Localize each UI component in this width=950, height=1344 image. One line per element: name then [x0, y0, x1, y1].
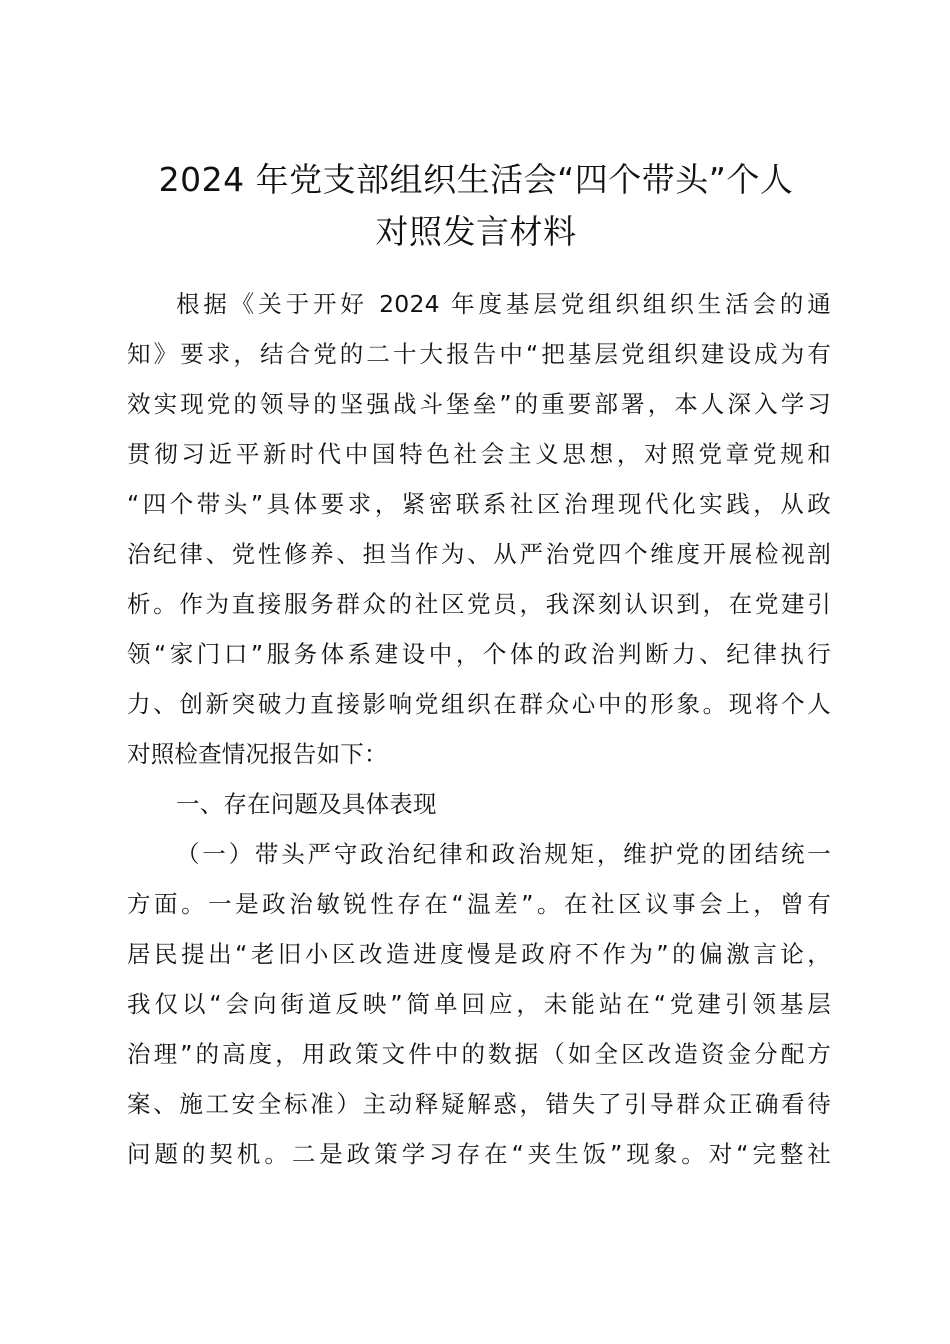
document-title-line-1: 2024 年党支部组织生活会“四个带头”个人 [158, 160, 794, 199]
paragraph-line: “四个带头”具体要求，紧密联系社区治理现代化实践，从政 [127, 490, 831, 518]
paragraph-line: 问题的契机。二是政策学习存在“夹生饭”现象。对“完整社 [127, 1140, 831, 1168]
paragraph-line: （一）带头严守政治纪律和政治规矩，维护党的团结统一 [176, 840, 831, 868]
paragraph-line: 力、创新突破力直接影响党组织在群众心中的形象。现将个人 [127, 690, 831, 718]
paragraph-line: 方面。一是政治敏锐性存在“温差”。在社区议事会上，曾有 [127, 890, 831, 918]
paragraph-line: 我仅以“会向街道反映”简单回应，未能站在“党建引领基层 [127, 990, 831, 1018]
paragraph-line: 领“家门口”服务体系建设中，个体的政治判断力、纪律执行 [127, 640, 831, 668]
paragraph-line: 根据《关于开好 2024 年度基层党组织组织生活会的通 [176, 290, 831, 318]
paragraph-line: 居民提出“老旧小区改造进度慢是政府不作为”的偏激言论， [127, 940, 831, 968]
document-title-line-2: 对照发言材料 [375, 212, 577, 251]
paragraph-line: 效实现党的领导的坚强战斗堡垒”的重要部署，本人深入学习 [127, 390, 831, 418]
paragraph-line: 知》要求，结合党的二十大报告中“把基层党组织建设成为有 [127, 340, 831, 368]
paragraph-line: 治理”的高度，用政策文件中的数据（如全区改造资金分配方 [127, 1040, 831, 1068]
paragraph-line: 析。作为直接服务群众的社区党员，我深刻认识到，在党建引 [127, 590, 831, 618]
paragraph-line: 案、施工安全标准）主动释疑解惑，错失了引导群众正确看待 [127, 1090, 831, 1118]
paragraph-line: 治纪律、党性修养、担当作为、从严治党四个维度开展检视剖 [127, 540, 831, 568]
paragraph-line: 贯彻习近平新时代中国特色社会主义思想，对照党章党规和 [127, 440, 831, 468]
section-heading: 一、存在问题及具体表现 [176, 790, 437, 818]
paragraph-line: 对照检查情况报告如下： [127, 740, 388, 768]
